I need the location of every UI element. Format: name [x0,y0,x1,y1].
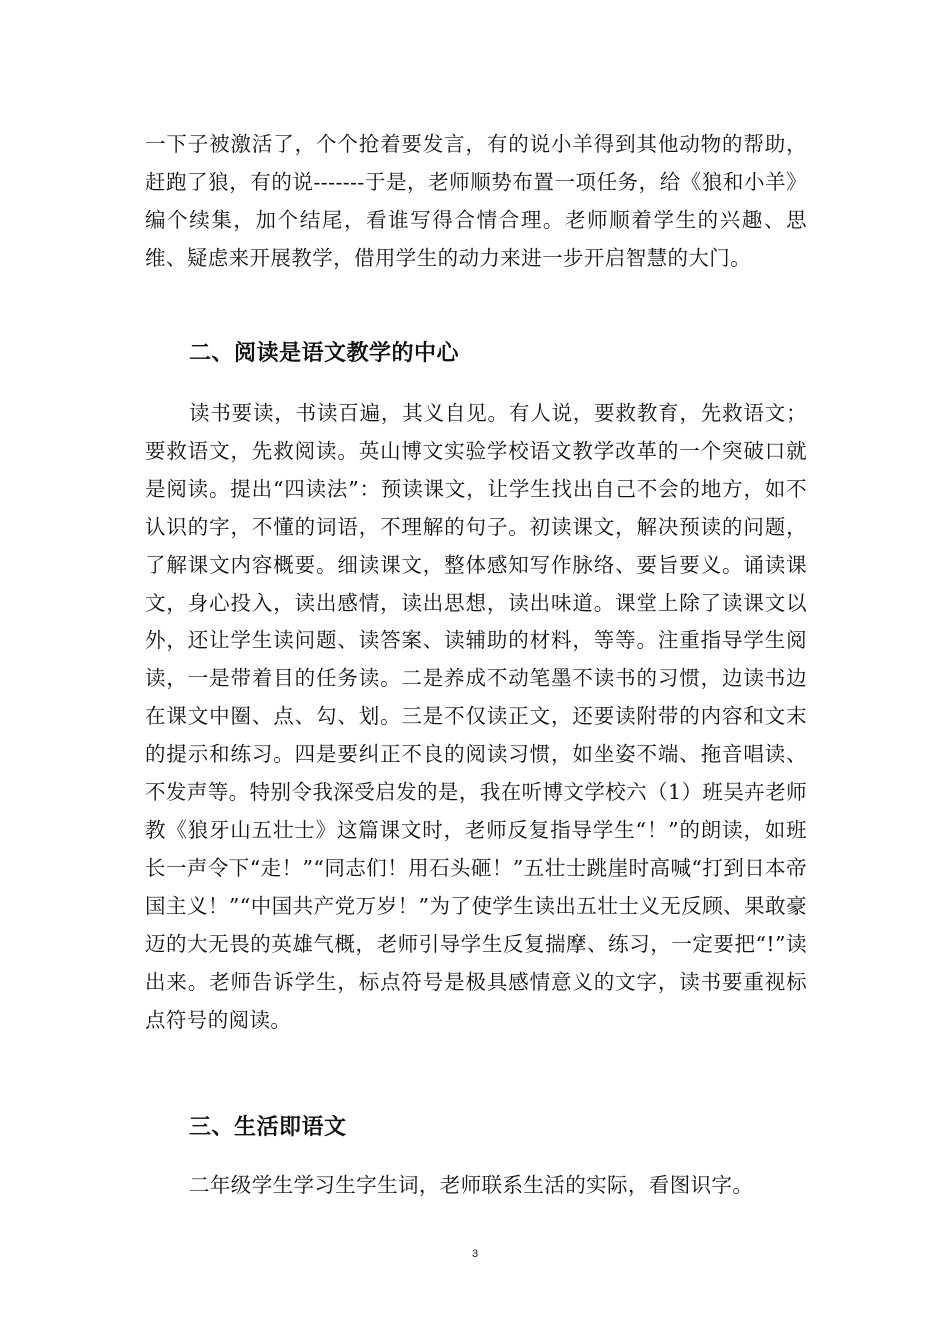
section-heading-reading: 二、阅读是语文教学的中心 [189,341,460,366]
paragraph-continuation: 一下子被激活了，个个抢着要发言，有的说小羊得到其他动物的帮助，赶跑了狼，有的说-------于是，老师顺势布置一项任务，给《狼和小羊》编个续集，加个结尾，看谁写得合情合理。老师顺着学生的兴趣、思维、疑虑来开展教学，借用学生的动力来进一步开启智慧的大门。 [145,132,807,270]
section-heading-life: 三、生活即语文 [189,1115,347,1140]
paragraph-life: 二年级学生学习生字生词，老师联系生活的实际，看图识字。 [189,1173,754,1197]
page-number: 3 [471,1248,479,1260]
paragraph-reading: 读书要读，书读百遍，其义自见。有人说，要救教育，先救语文；要救语文，先救阅读。英山博文实验学校语文教学改革的一个突破口就是阅读。提出“四读法”：预读课文，让学生找出自己不会的地方，如不认识的字，不懂的词语，不理解的句子。初读课文，解决预读的问题，了解课文内容概要。细读课文，整体感知写作脉络、要旨要义。诵读课文，身心投入，读出感情，读出思想，读出味道。课堂上除了读课文以外，还让学生读问题、读答案、读辅助的材料，等等。注重指导学生阅读，一是带着目的任务读。二是养成不动笔墨不读书的习惯，边读书边在课文中圈、点、勾、划。三是不仅读正文，还要读附带的内容和文末的提示和练习。四是要纠正不良的阅读习惯，如坐姿不端、拖音唱读、不发声等。特别令我深受启发的是，我在听博文学校六（1）班吴卉老师教《狼牙山五壮士》这篇课文时，老师反复指导学生“！”的朗读，如班长一声令下“走！”“同志们！用石头砸！”五壮士跳崖时高喊“打到日本帝国主义！”“中国共产党万岁！”为了使学生读出五壮士义无反顾、果敢豪迈的大无畏的英雄气概，老师引导学生反复揣摩、练习，一定要把“!”读出来。老师告诉学生，标点符号是极具感情意义的文字，读书要重视标点符号的阅读。 [145,401,807,1032]
